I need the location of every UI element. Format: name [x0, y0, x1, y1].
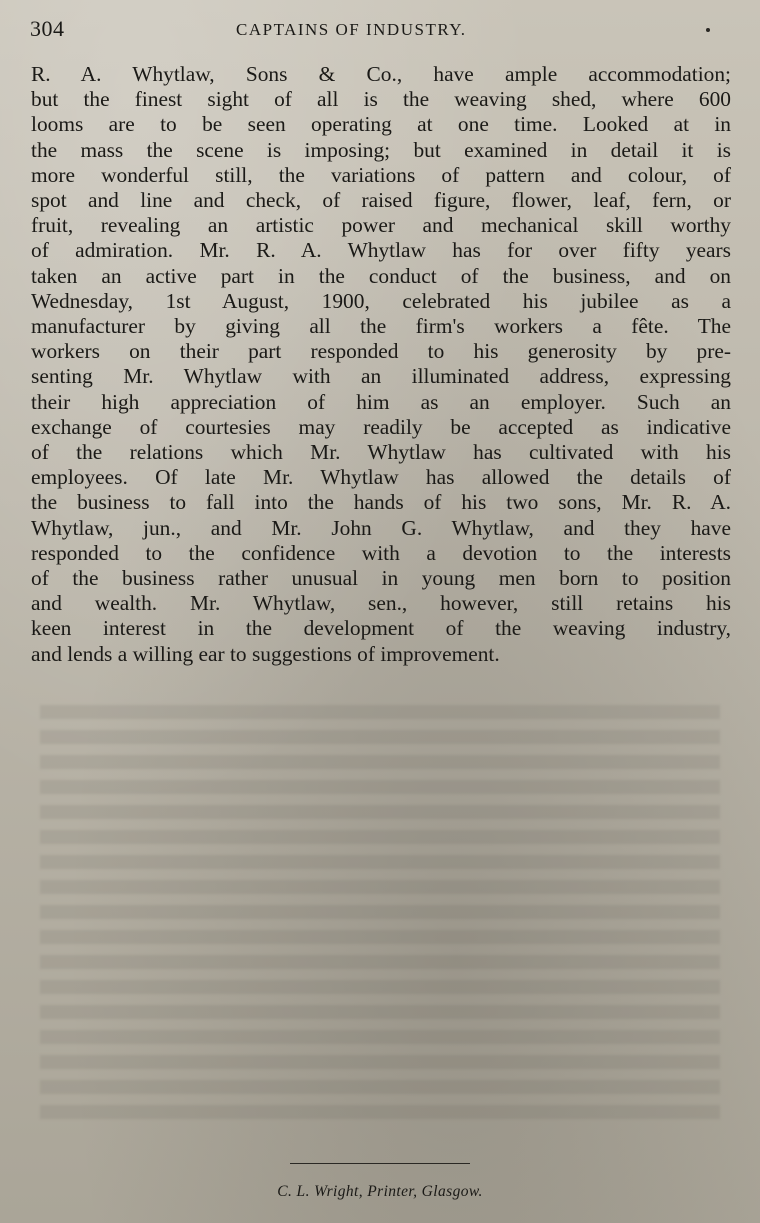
- text-line: spot and line and check, of raised figure, flower, leaf, fern, or: [31, 188, 731, 213]
- text-line: exchange of courtesies may readily be accepted as indicative: [31, 414, 731, 439]
- text-line: and lends a willing ear to suggestions of improvement.: [31, 641, 500, 666]
- text-line: employees. Of late Mr. Whytlaw has allowed the details of: [31, 465, 731, 490]
- text-line: of the relations which Mr. Whytlaw has cultivated with his: [31, 440, 731, 465]
- text-line: workers on their part responded to his generosity by pre-: [31, 339, 731, 364]
- text-line: Whytlaw, jun., and Mr. John G. Whytlaw, and they have: [31, 515, 731, 540]
- text-line: R. A. Whytlaw, Sons & Co., have ample accommodation;: [31, 62, 731, 86]
- text-line: keen interest in the development of the weaving industry,: [31, 616, 731, 641]
- text-line: manufacturer by giving all the firm's workers a fête. The: [31, 314, 731, 339]
- text-line: fruit, revealing an artistic power and mechanical skill worthy: [31, 213, 731, 238]
- page-header: [30, 14, 730, 46]
- text-line: but the finest sight of all is the weaving shed, where 600: [31, 87, 731, 112]
- text-line: and wealth. Mr. Whytlaw, sen., however, still retains his: [31, 591, 731, 616]
- running-head: CAPTAINS OF INDUSTRY.: [236, 20, 467, 39]
- ink-dot: [706, 28, 710, 32]
- body-paragraph: [31, 62, 731, 667]
- text-line: the mass the scene is imposing; but examined in detail it is: [31, 137, 731, 162]
- text-line: Wednesday, 1st August, 1900, celebrated his jubilee as a: [31, 288, 731, 313]
- page-number: 304: [30, 16, 65, 41]
- text-line: looms are to be seen operating at one time. Looked at in: [31, 112, 731, 137]
- text-line: of the business rather unusual in young men born to position: [31, 566, 731, 591]
- text-line: responded to the confidence with a devotion to the interests: [31, 540, 731, 565]
- show-through-texture: [40, 705, 720, 1125]
- text-line: of admiration. Mr. R. A. Whytlaw has for over fifty years: [31, 238, 731, 263]
- text-line: taken an active part in the conduct of the business, and on: [31, 263, 731, 288]
- footer-rule: [290, 1163, 470, 1164]
- text-line: the business to fall into the hands of his two sons, Mr. R. A.: [31, 490, 731, 515]
- printer-imprint: C. L. Wright, Printer, Glasgow.: [277, 1183, 483, 1200]
- text-line: their high appreciation of him as an employer. Such an: [31, 389, 731, 414]
- text-line: senting Mr. Whytlaw with an illuminated address, expressing: [31, 364, 731, 389]
- text-line: more wonderful still, the variations of pattern and colour, of: [31, 162, 731, 187]
